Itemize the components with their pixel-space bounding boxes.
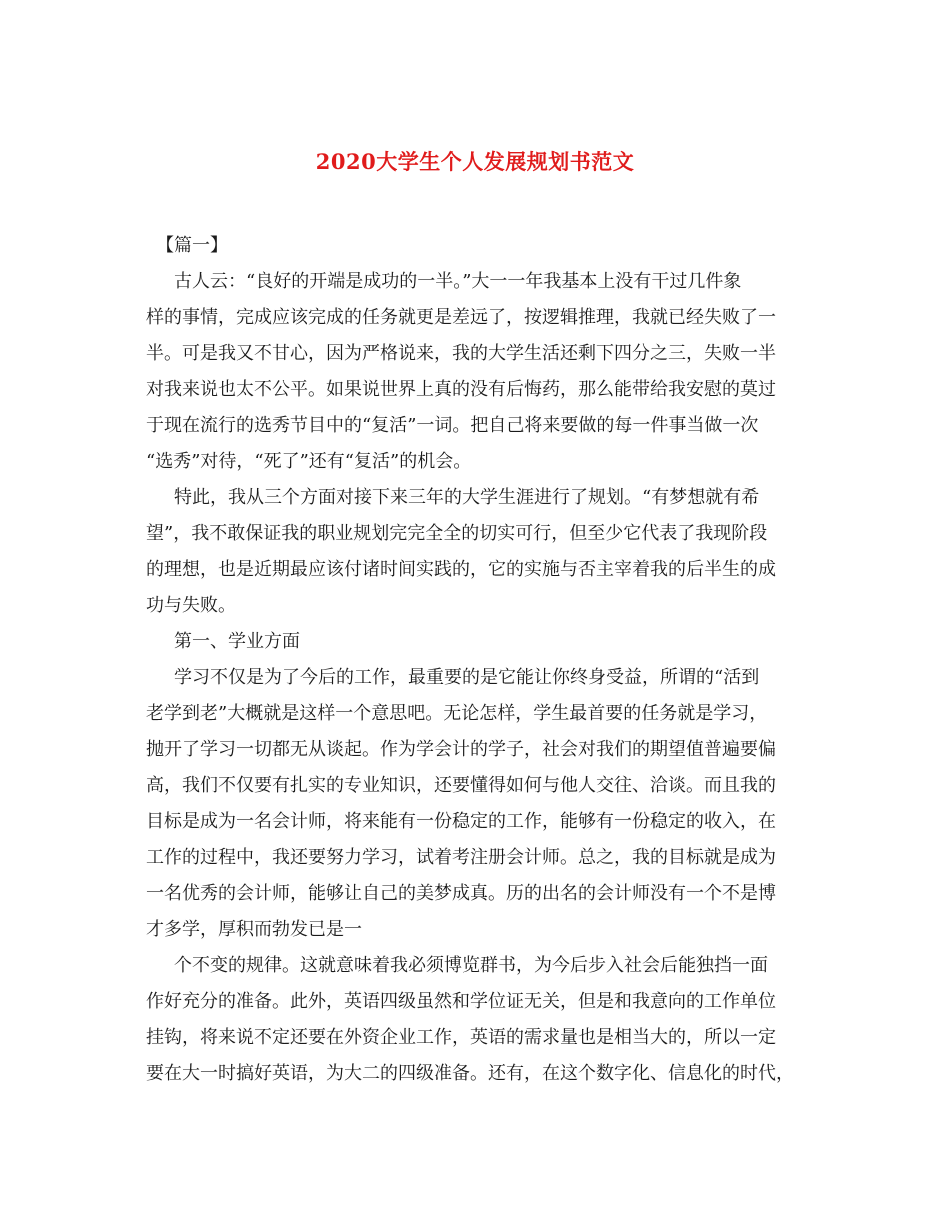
text-line: 功与失败。 [146,595,236,616]
text-line: 个不变的规律。这就意味着我必须博览群书，为今后步入社会后能独挡一面 [174,955,768,976]
document-body [146,228,811,1092]
text-line: 作好充分的准备。此外，英语四级虽然和学位证无关，但是和我意向的工作单位 [146,991,776,1012]
text-line: 的理想，也是近期最应该付诸时间实践的，它的实施与否主宰着我的后半生的成 [146,559,776,580]
text-line: 古人云：“良好的开端是成功的一半。”大一一年我基本上没有干过几件象 [174,271,742,292]
text-line: 挂钩，将来说不定还要在外资企业工作，英语的需求量也是相当大的，所以一定 [146,1027,776,1048]
text-line: 于现在流行的选秀节目中的“复活”一词。把自己将来要做的每一件事当做一次 [146,415,759,436]
text-line: 望”，我不敢保证我的职业规划完完全全的切实可行，但至少它代表了我现阶段 [146,523,768,544]
text-line: 一名优秀的会计师，能够让自己的美梦成真。历的出名的会计师没有一个不是博 [146,883,776,904]
text-line: 老学到老”大概就是这样一个意思吧。无论怎样，学生最首要的任务就是学习， [146,703,768,724]
text-line: 对我来说也太不公平。如果说世界上真的没有后悔药，那么能带给我安慰的莫过 [146,379,776,400]
text-line: 目标是成为一名会计师，将来能有一份稳定的工作，能够有一份稳定的收入，在 [146,811,776,832]
text-line: 第一、学业方面 [174,631,300,652]
text-line: 特此，我从三个方面对接下来三年的大学生涯进行了规划。“有梦想就有希 [174,487,760,508]
text-line: 抛开了学习一切都无从谈起。作为学会计的学子，社会对我们的期望值普遍要偏 [146,739,776,760]
text-line: 学习不仅是为了今后的工作，最重要的是它能让你终身受益，所谓的“活到 [174,667,760,688]
text-line: 要在大一时搞好英语，为大二的四级准备。还有，在这个数字化、信息化的时代， [146,1063,794,1084]
text-line: 样的事情，完成应该完成的任务就更是差远了，按逻辑推理，我就已经失败了一 [146,307,776,328]
text-line: “选秀”对待，“死了”还有“复活”的机会。 [146,451,472,472]
text-line: 才多学，厚积而勃发已是一 [146,919,362,940]
text-line: 半。可是我又不甘心，因为严格说来，我的大学生活还剩下四分之三，失败一半 [146,343,776,364]
section-label: 【篇一】 [156,235,228,256]
document-title: 2020大学生个人发展规划书范文 [315,149,635,174]
text-line: 工作的过程中，我还要努力学习，试着考注册会计师。总之，我的目标就是成为 [146,847,776,868]
text-line: 高，我们不仅要有扎实的专业知识，还要懂得如何与他人交往、洽谈。而且我的 [146,775,776,796]
